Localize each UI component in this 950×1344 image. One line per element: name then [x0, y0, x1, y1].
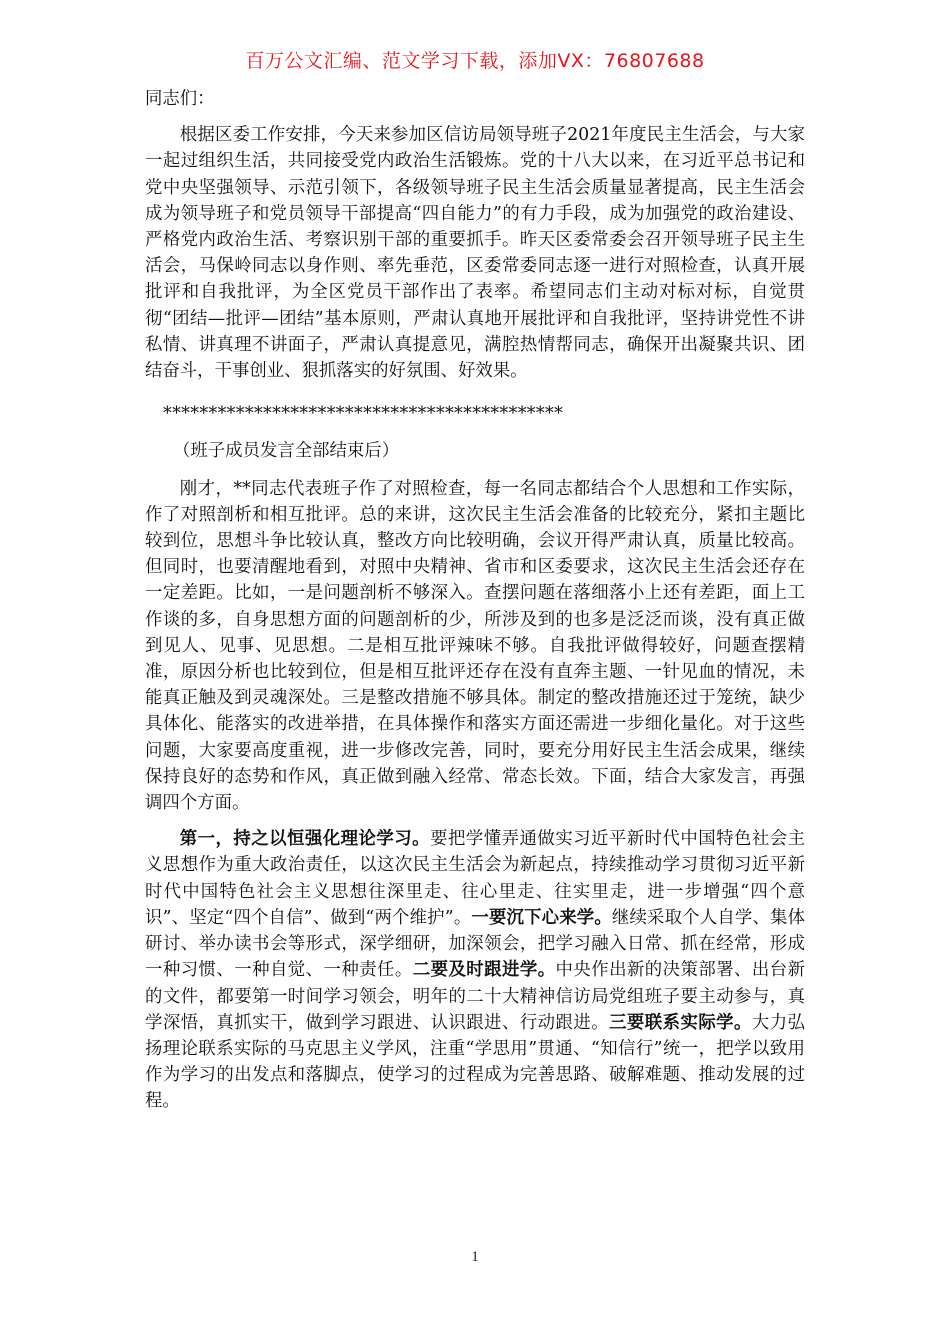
- greeting: 同志们：: [145, 89, 215, 109]
- document-body: [145, 86, 805, 1115]
- separator-line: ********************************************: [163, 404, 564, 425]
- section-one-point-1: 一要沉下心来学。: [471, 907, 612, 928]
- review-paragraph: 刚才，**同志代表班子作了对照检查，每一名同志都结合个人思想和工作实际，作了对照剖析和相互批评。总的来讲，这次民主生活会准备的比较充分，紧扣主题比较到位，思想斗争比较认真，整改方向比较明确，会议开得严肃认真，质量比较高。但同时，也要清醒地看到，对照中央精神、省市和区委要求，这次民主生活会还存在一定差距。比如，一是问题剖析不够深入。查摆问题在落细落小上还有差距，面上工作谈的多，自身思想方面的问题剖析的少，所涉及到的也多是泛泛而谈，没有真正做到见人、见事、见思想。二是相互批评辣味不够。自我批评做得较好，问题查摆精准，原因分析也比较到位，但是相互批评还存在没有直奔主题、一针见血的情况，未能真正触及到灵魂深处。三是整改措施不够具体。制定的整改措施还过于笼统，缺少具体化、能落实的改进举措，在具体操作和落实方面还需进一步细化量化。对于这些问题，大家要高度重视，进一步修改完善，同时，要充分用好民主生活会成果，继续保持良好的态势和作风，真正做到融入经常、常态长效。下面，结合大家发言，再强调四个方面。: [145, 478, 805, 814]
- header-banner: 百万公文汇编、范文学习下载，添加VX：76807688: [245, 50, 705, 72]
- section-one-paragraph: [145, 826, 805, 1114]
- section-one-text-3: 中央作出新的决策部署、出台新的文件，都要第一时间学习领会，明年的二十大精神信访局党组班子要主动参与，真学深悟，真抓实干，做到学习跟进、认识跟进、行动跟进。: [145, 960, 805, 1033]
- section-one-text-2: 继续采取个人自学、集体研讨、举办读书会等形式，深学细研，加深领会，把学习融入日常、抓在经常，形成一种习惯、一种自觉、一种责任。: [145, 907, 805, 981]
- section-one-text-1: 要把学懂弄通做实习近平新时代中国特色社会主义思想作为重大政治责任，以这次民主生活会为新起点，持续推动学习贯彻习近平新时代中国特色社会主义思想往深里走、往心里走、往实里走，进一步增强“四个意识”、坚定“四个自信”、做到“两个维护”。: [145, 829, 805, 928]
- section-one-point-2: 二要及时跟进学。: [412, 960, 556, 981]
- page-number: 1: [471, 1249, 479, 1265]
- section-one-heading: 第一，持之以恒强化理论学习。: [179, 829, 431, 850]
- section-one-point-3: 三要联系实际学。: [609, 1012, 752, 1033]
- intro-paragraph: 根据区委工作安排，今天来参加区信访局领导班子2021年度民主生活会，与大家一起过组织生活，共同接受党内政治生活锻炼。党的十八大以来，在习近平总书记和党中央坚强领导、示范引领下，各级领导班子民主生活会质量显著提高，民主生活会成为领导班子和党员领导干部提高“四自能力”的有力手段，成为加强党的政治建设、严格党内政治生活、考察识别干部的重要抓手。昨天区委常委会召开领导班子民主生活会，马保岭同志以身作则、率先垂范，区委常委同志逐一进行对照检查，认真开展批评和自我批评，为全区党员干部作出了表率。希望同志们主动对标对标，自觉贯彻“团结—批评—团结”基本原则，严肃认真地开展批评和自我批评，坚持讲党性不讲私情、讲真理不讲面子，严肃认真提意见，满腔热情帮同志，确保开出凝聚共识、团结奋斗，干事创业、狠抓落实的好氛围、好效果。: [145, 125, 805, 382]
- stage-note: （班子成员发言全部结束后）: [173, 441, 400, 462]
- section-one-text-4: 大力弘扬理论联系实际的马克思主义学风，注重“学思用”贯通、“知信行”统一，把学以致用作为学习的出发点和落脚点，使学习的过程成为完善思路、破解难题、推动发展的过程。: [145, 1012, 805, 1112]
